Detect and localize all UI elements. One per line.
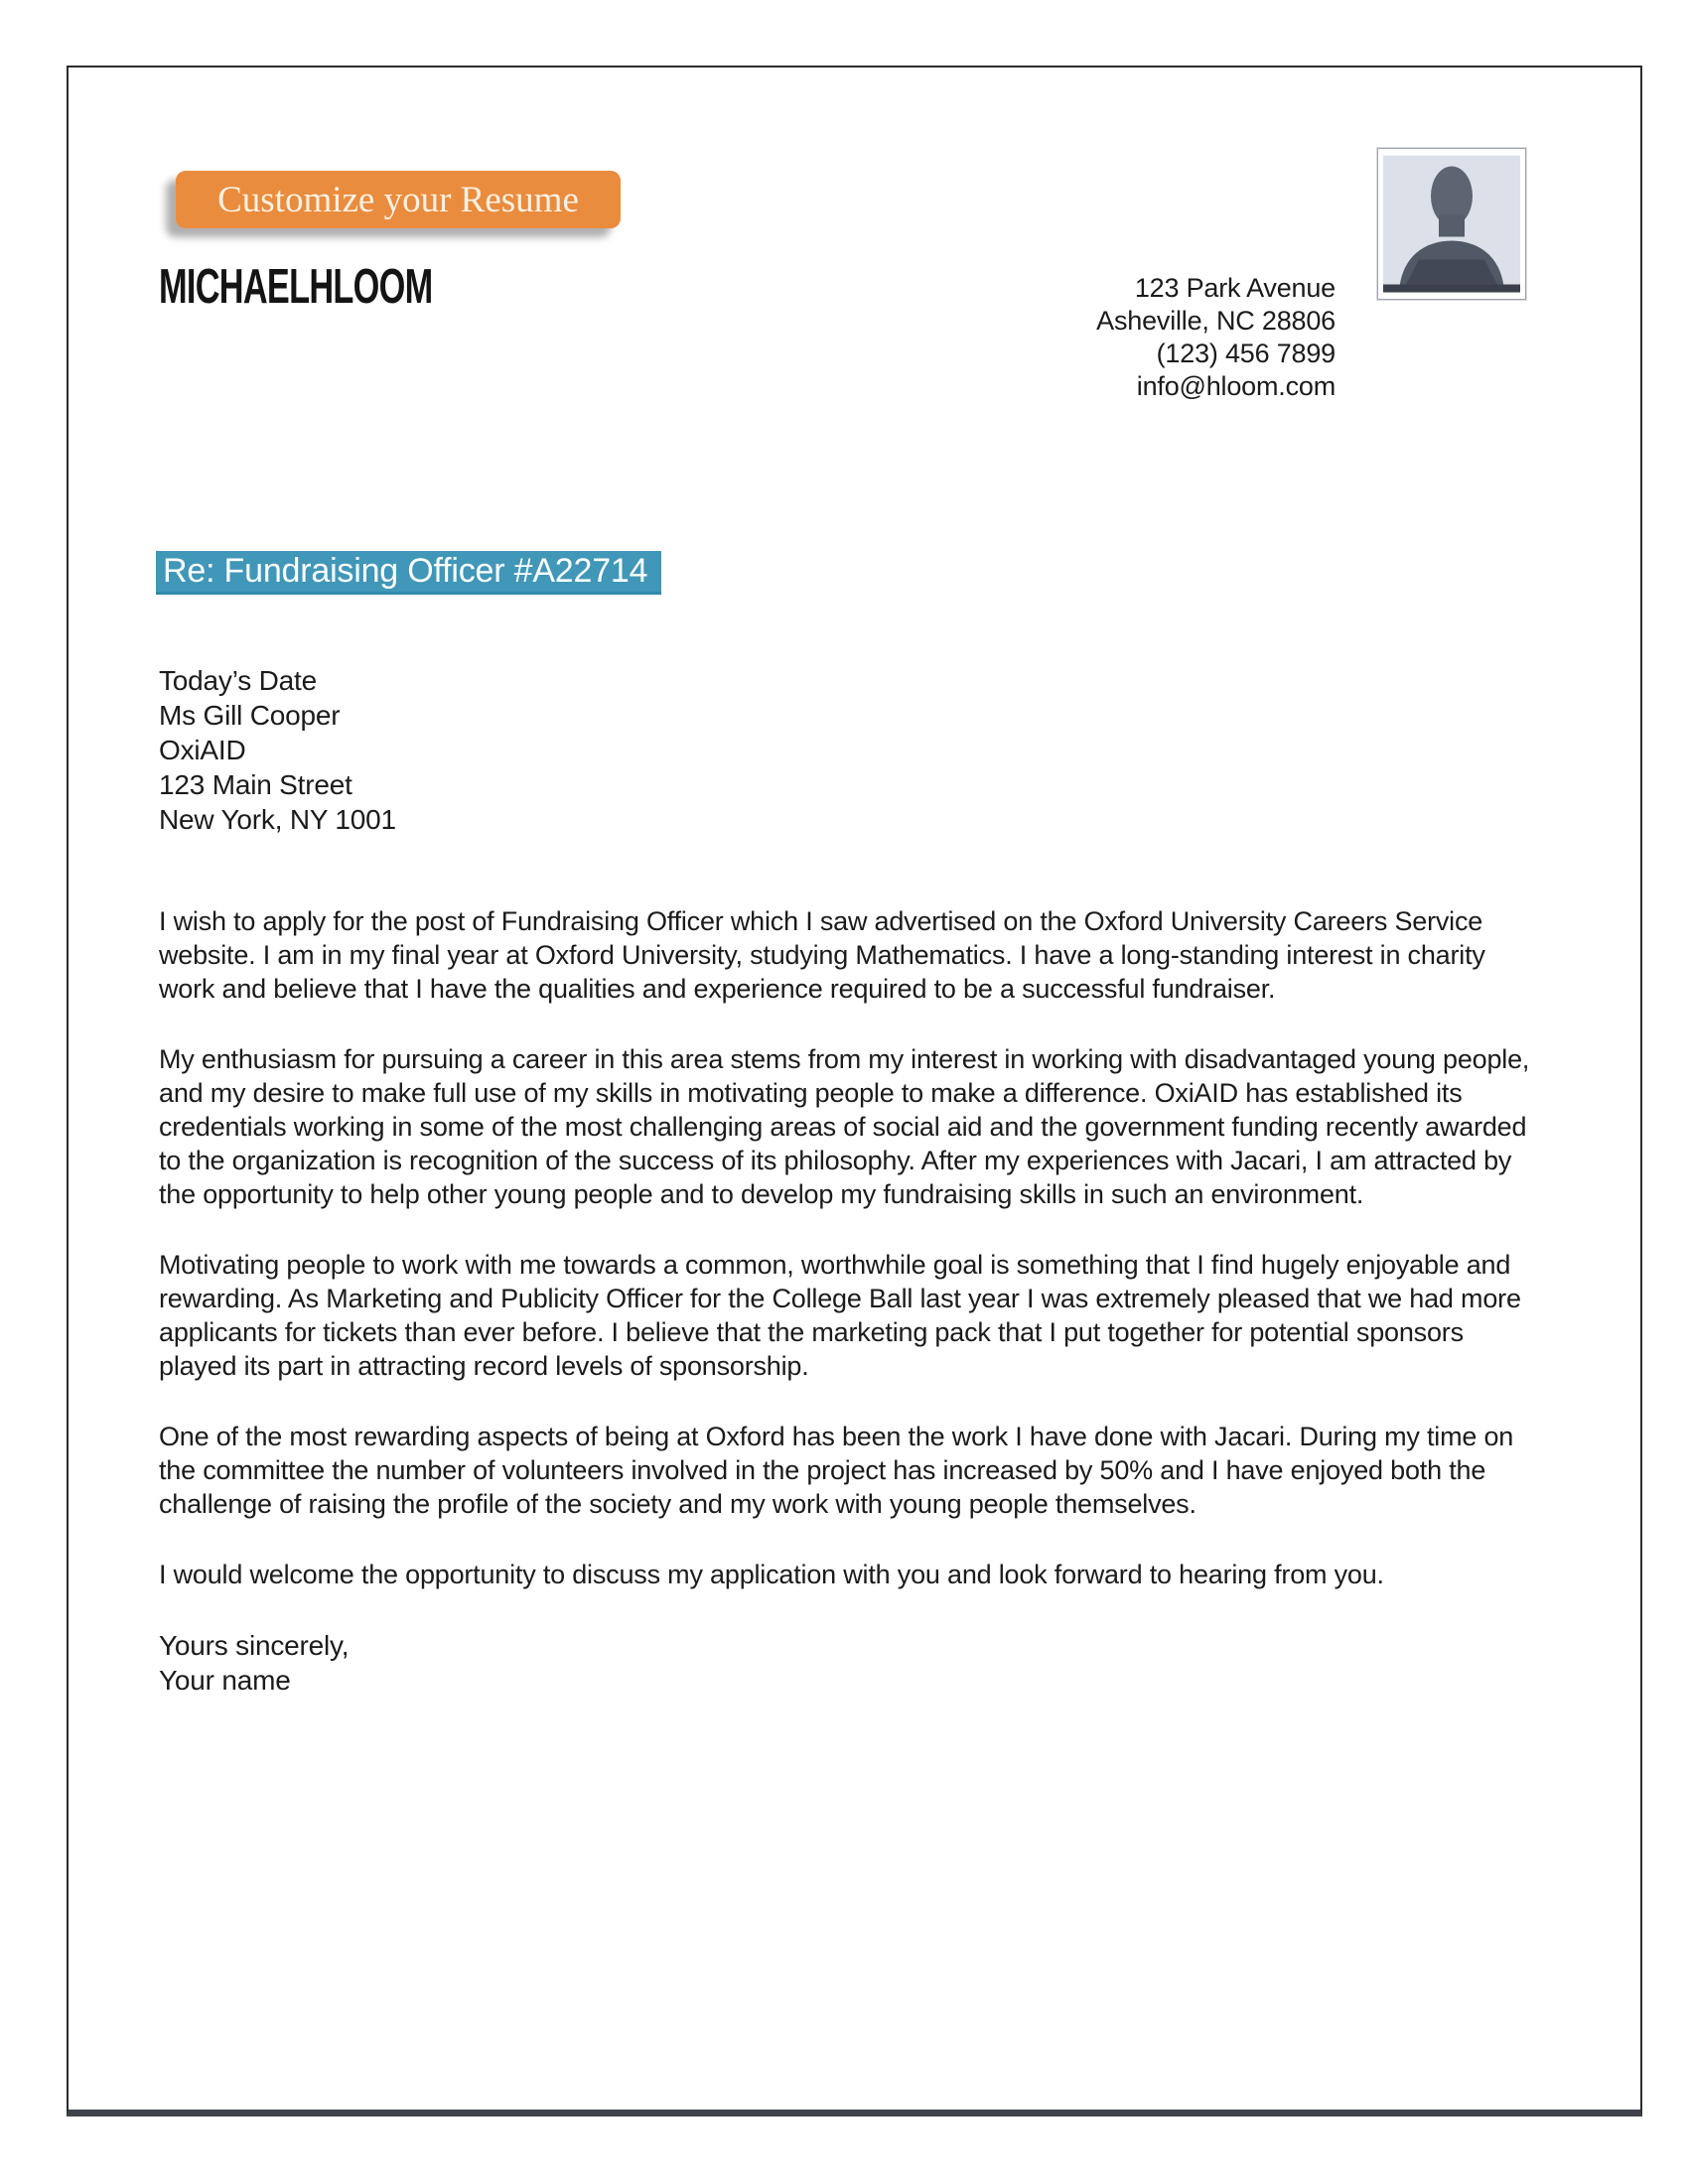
- letter-paragraph: I would welcome the opportunity to discuss my application with you and look forward to hearing from you.: [159, 1560, 1384, 1589]
- sender-phone: (123) 456 7899: [1156, 339, 1336, 368]
- sender-contact-block: [1096, 272, 1336, 403]
- recipient-street: 123 Main Street: [159, 769, 352, 800]
- letter-paragraph: My enthusiasm for pursuing a career in this area stems from my interest in working with disadvantaged young people, and my desire to make full use of my skills in motivating people to make a difference. OxiAID has established its credentials working in some of the most challenging areas of social aid and the government funding recently awarded to the organization is recognition of the success of its philosophy. After my experiences with Jacari, I am attracted by the opportunity to help other young people and to develop my fundraising skills in such an environment.: [159, 1044, 1530, 1209]
- recipient-name: Ms Gill Cooper: [159, 700, 341, 731]
- closing-signature: Your name: [159, 1665, 291, 1696]
- subject-line-highlight: Re: Fundraising Officer #A22714: [156, 551, 661, 595]
- recipient-block: [159, 663, 396, 837]
- person-silhouette-icon: [1383, 154, 1520, 294]
- letter-paragraph: One of the most rewarding aspects of being at Oxford has been the work I have done with Jacari. During my time on the committee the number of volunteers involved in the project has increased by 50% and I have enjoyed both the challenge of raising the profile of the society and my work with young people themselves.: [159, 1422, 1514, 1519]
- customize-resume-button[interactable]: Customize your Resume: [176, 171, 621, 228]
- recipient-date: Today’s Date: [159, 665, 317, 696]
- sender-address-line: Asheville, NC 28806: [1096, 306, 1336, 336]
- letter-body: [159, 904, 1544, 1698]
- closing-block: [159, 1628, 1544, 1698]
- page-title-name: MICHAELHLOOM: [159, 260, 433, 314]
- document-page: [67, 66, 1642, 2116]
- sender-address-line: 123 Park Avenue: [1134, 273, 1336, 303]
- letter-paragraph: I wish to apply for the post of Fundraising Officer which I saw advertised on the Oxford University Careers Service website. I am in my final year at Oxford University, studying Mathematics. I have a long-standing interest in charity work and believe that I have the qualities and experience required to be a successful fundraiser.: [159, 906, 1485, 1004]
- recipient-organization: OxiAID: [159, 735, 246, 765]
- recipient-city: New York, NY 1001: [159, 804, 396, 835]
- sender-email: info@hloom.com: [1136, 371, 1336, 401]
- profile-photo: [1377, 148, 1526, 300]
- letter-paragraph: Motivating people to work with me towards a common, worthwhile goal is something that I find hugely enjoyable and rewarding. As Marketing and Publicity Officer for the College Ball last year I was extremely pleased that we had more applicants for tickets than ever before. I believe that the marketing pack that I put together for potential sponsors played its part in attracting record levels of sponsorship.: [159, 1250, 1521, 1381]
- closing-salutation: Yours sincerely,: [159, 1630, 350, 1661]
